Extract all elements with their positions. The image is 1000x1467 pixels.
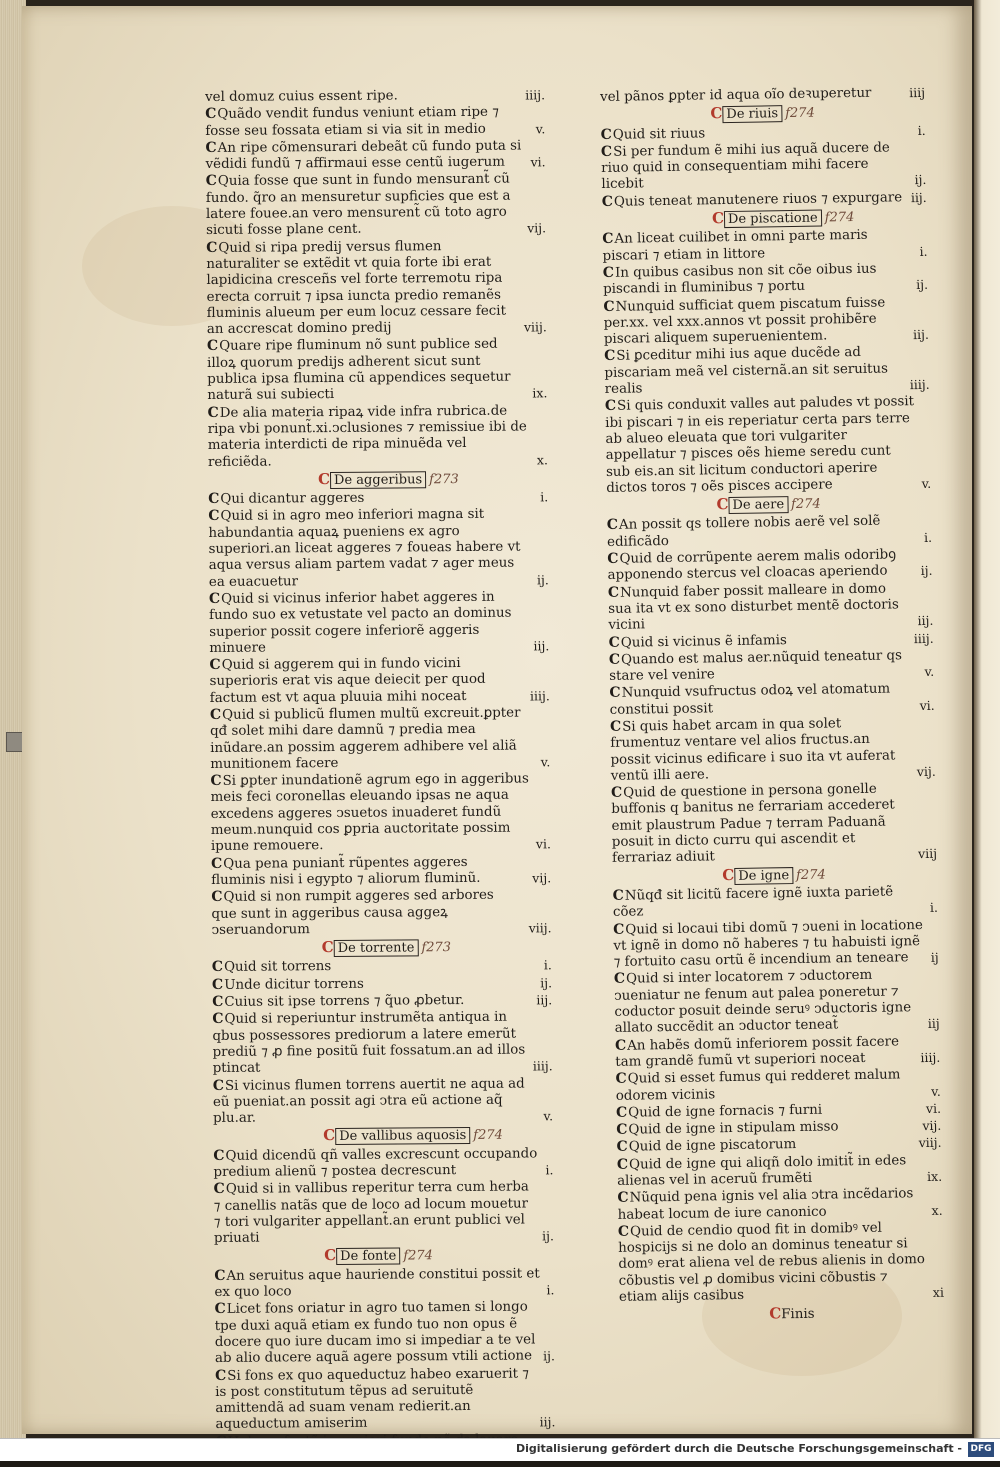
entry-text <box>215 1299 544 1368</box>
right-text-column <box>600 85 944 1327</box>
entry-text <box>209 588 534 657</box>
entry-body: Quare ripe fluminum nõ sunt publice sed illoꝝ quorum predijs adherent sicut sunt publica ipsa flumina cũ appendices sequetur naturã sui subiecti <box>207 337 511 404</box>
entry-number: vi. <box>535 836 551 852</box>
heading-title: De riuis <box>722 105 782 123</box>
entry-body: Quia fosse que sunt in fundo mensurant̃ cũ fundo. q̃ro an mensuretur supficies que est a latere fouee.an vero mensurent̃ cũ toto agro sicuti fosse plane cent. <box>205 172 511 239</box>
section-heading <box>213 1126 553 1147</box>
entry-number: v. <box>924 663 935 680</box>
footer-credit: Digitalisierung gefördert durch die Deutsche Forschungsgemeinschaft - <box>515 1442 962 1455</box>
finis-text: Finis <box>781 1307 815 1323</box>
entry-number: iiij. <box>909 376 930 393</box>
entry-text <box>605 393 922 497</box>
entry-number: v. <box>543 1108 554 1124</box>
pilcrow-icon: C <box>607 584 619 601</box>
pilcrow-icon: C <box>613 921 624 938</box>
pilcrow-icon: C <box>617 1223 629 1240</box>
entry-text <box>618 1219 933 1306</box>
entry-number: viij. <box>528 920 552 936</box>
pilcrow-icon: C <box>617 1190 628 1207</box>
index-entry <box>602 226 927 265</box>
pilcrow-icon: C <box>209 656 220 674</box>
pilcrow-icon: C <box>207 404 218 421</box>
index-entry <box>209 588 550 657</box>
index-entry <box>214 1265 554 1301</box>
pilcrow-icon: C <box>616 1156 628 1173</box>
entry-text <box>209 655 530 707</box>
entry-number: ij. <box>536 571 549 588</box>
entry-body: Si quis habet arcam in qua solet frumentuz ventare vel alios fructus.an possit vicinus edificare i suo ita vt auferat ventũ illi aere. <box>610 716 896 784</box>
pilcrow-icon: C <box>608 651 620 668</box>
entry-text <box>611 780 918 867</box>
pilcrow-icon: C <box>610 784 622 802</box>
pilcrow-icon: C <box>616 1121 627 1138</box>
index-entry <box>607 546 932 585</box>
index-entry <box>211 853 551 889</box>
entry-body: Quid si in vallibus reperitur terra cum herba ⁊ canellis natãs que de loco ad locum mouetur ⁊ tori vulgariter appellant̃.an erunt publici vel priuati <box>213 1179 529 1247</box>
rubric-pilcrow-icon: C <box>722 865 735 884</box>
pilcrow-icon: C <box>210 773 221 790</box>
entry-body: Nunquid vsufructus odoꝝ vel atomatum constitui possit <box>609 681 891 718</box>
index-entry <box>206 171 547 240</box>
pilcrow-icon: C <box>208 590 220 607</box>
pilcrow-icon: C <box>602 264 614 281</box>
pilcrow-icon: C <box>214 1267 225 1284</box>
handwritten-folio-note: f274 <box>403 1248 433 1264</box>
index-entry <box>213 1075 553 1128</box>
index-entry <box>210 770 551 855</box>
index-entry <box>207 336 548 405</box>
rubric-pilcrow-icon: C <box>321 938 334 957</box>
entry-text <box>212 1009 533 1078</box>
pilcrow-icon: C <box>600 143 612 160</box>
index-entry <box>607 512 932 551</box>
entry-number: iij. <box>536 992 553 1008</box>
entry-text <box>205 137 530 173</box>
entry-number: viij. <box>918 1135 942 1151</box>
index-entry <box>207 402 548 471</box>
entry-number: vi. <box>530 154 546 170</box>
entry-text <box>214 1179 543 1248</box>
entry-text <box>206 171 528 240</box>
entry-body: Si vicinus flumen torrens auertit ne aqua ad eũ pueniat.an possit agi ↄtra eũ actione aq̃ plu.ar. <box>212 1076 525 1127</box>
entry-number: ij. <box>916 277 929 293</box>
entry-body: Si quis conduxit valles aut paludes vt possit ibi piscari ⁊ in eis reperiatur certa pars terre ab alueo eleuata que tori vulgariter appellatur ⁊ pisces oẽs hieme seredu cunt sub eis.an sit licitum conductori aperire dictos toros ⁊ oẽs pisces accipere <box>605 394 915 496</box>
heading-title: De aggeribus <box>330 471 426 489</box>
entry-number: iij. <box>917 613 934 629</box>
entry-text <box>210 771 536 856</box>
rubric-pilcrow-icon: C <box>323 1126 336 1145</box>
index-entry <box>604 343 930 398</box>
entry-body: Qui dicantur aggeres <box>220 490 365 508</box>
entry-number: iij. <box>533 638 550 654</box>
entry-number: vi. <box>925 1100 942 1116</box>
entry-text <box>211 887 528 939</box>
entry-number: iiij. <box>913 630 934 646</box>
rubric-pilcrow-icon: C <box>716 495 729 514</box>
pilcrow-icon: C <box>616 1139 627 1156</box>
entry-text <box>215 1365 540 1434</box>
entry-number: iiij. <box>532 1058 553 1074</box>
entry-number: i. <box>546 1282 555 1298</box>
entry-number: x. <box>536 451 548 467</box>
index-entry <box>618 1219 944 1307</box>
entry-text <box>607 546 921 585</box>
pilcrow-icon: C <box>215 1367 226 1384</box>
pilcrow-icon: C <box>214 1301 225 1318</box>
rubric-pilcrow-icon: C <box>711 209 725 228</box>
entry-number: vij. <box>532 870 552 886</box>
index-entry <box>215 1299 556 1368</box>
entry-body: Quid de corrũpente aerem malis odoribꝯ apponendo stercus vel cloacas aperiendo <box>607 547 897 584</box>
handwritten-folio-note: f274 <box>795 867 826 883</box>
entry-text <box>214 1265 546 1301</box>
entry-number: viij. <box>523 319 547 335</box>
pilcrow-icon: C <box>606 517 618 534</box>
handwritten-folio-note: f274 <box>790 496 821 513</box>
entry-text <box>609 680 919 718</box>
pilcrow-icon: C <box>604 348 615 365</box>
entry-body: vel pãnos ꝑpter id aqua oĩo deꝛuperetur <box>600 85 872 105</box>
entry-number: iij. <box>539 1414 556 1430</box>
pilcrow-icon: C <box>600 126 611 143</box>
entry-body: Si fons ex quo aqueductuz habeo exaruerit ⁊ is post constitutum tẽpus ad seruitutẽ amittendã ad suam venam redierit.an aqueductum amiserim <box>215 1366 529 1433</box>
pilcrow-icon: C <box>205 139 216 156</box>
pilcrow-icon: C <box>205 106 216 123</box>
entry-number: ij. <box>542 1228 555 1244</box>
entry-body: Si ꝑpter inundationẽ agrum ego in aggeribus meis feci coronellas eleuando ipsas ne aqua excedens aggeres ↄsuetos inuaderet fundũ meum.nunquid cos ꝑpria auctoritate possim ipune remouere. <box>210 771 529 855</box>
entry-number: i. <box>923 529 933 545</box>
entry-body: Quid si locaui tibi domũ ⁊ ↄueni in locatione vt ignẽ in domo nõ haberes ⁊ tu habuisti ignẽ ⁊ fortuito casu ortũ ẽ incendium an teneare <box>613 917 923 971</box>
entry-number: i. <box>919 243 928 259</box>
rubric-pilcrow-icon: C <box>324 1246 337 1265</box>
entry-number: ij. <box>920 563 933 579</box>
entry-body: Quando est malus aer.nũquid teneatur qs stare vel venire <box>609 648 903 685</box>
entry-number: i. <box>929 900 939 916</box>
entry-body: Nũqđ sit licitũ facere ignẽ iuxta parietẽ cõez <box>612 884 894 921</box>
entry-text <box>604 344 910 399</box>
entry-number: vij. <box>922 1117 942 1134</box>
section-heading <box>214 1246 554 1267</box>
entry-text <box>603 294 913 349</box>
entry-body: Quid si vicinus ẽ infamis <box>620 632 787 651</box>
pilcrow-icon: C <box>613 971 625 988</box>
entry-number: iij <box>927 1016 940 1032</box>
entry-text <box>210 704 541 773</box>
left-text-column <box>205 87 556 1467</box>
index-entry <box>214 1179 555 1248</box>
entry-number: iiij. <box>525 87 546 103</box>
section-heading <box>212 937 552 958</box>
pilcrow-icon: C <box>211 855 222 872</box>
entry-number: v. <box>535 120 546 136</box>
entry-number: ix. <box>926 1168 943 1184</box>
entry-body: Si per fundum ẽ mihi ius aquã ducere de riuo quid in consequentiam mihi facere licebit <box>601 140 890 193</box>
pilcrow-icon: C <box>609 718 621 735</box>
index-entry <box>601 139 927 194</box>
entry-body: Quid si in agro meo inferiori magna sit habundantia aquaꝝ pueniens ex agro superiori.an liceat aggeres ⁊ foueas habere vt aqua versus aliam partem vadat ⁊ ager meus ea euacuetur <box>208 507 521 590</box>
index-entry <box>609 680 934 719</box>
entry-body: Quid de igne qui aliqñ dolo imitit̃ in edes alienas vel in aceruũ frumẽti <box>617 1153 907 1189</box>
entry-text <box>205 104 536 140</box>
entry-body: Quid si aggerem qui in fundo vicini superioris erat vis aque deiecit per quod factum est vt aqua pluuia mihi noceat <box>209 656 486 706</box>
entry-text <box>607 512 925 551</box>
pilcrow-icon: C <box>609 685 620 702</box>
pilcrow-icon: C <box>209 706 221 723</box>
entry-text <box>601 139 915 194</box>
entry-number: i. <box>545 1162 554 1178</box>
entry-number: ij. <box>914 172 927 188</box>
index-entry <box>213 1145 553 1181</box>
entry-number: v. <box>921 475 932 491</box>
pilcrow-icon: C <box>607 550 618 567</box>
entry-text <box>207 336 532 405</box>
entry-text <box>608 580 918 635</box>
entry-text <box>615 1033 921 1071</box>
entry-text <box>613 883 931 922</box>
entry-body: Quãdo vendit fundus veniunt etiam ripe ⁊ fosse seu fossata etiam si via sit in medio <box>205 104 499 139</box>
entry-number: iiij. <box>529 687 550 704</box>
entry-number: ij. <box>540 975 553 991</box>
entry-text <box>617 1152 927 1190</box>
entry-text <box>213 1075 544 1127</box>
entry-text <box>206 237 524 338</box>
entry-body: An ripe cõmensurari debeãt cũ fundo puta si vẽdidi fundũ ⁊ affirmaui esse centũ iugerum <box>205 138 522 173</box>
rubric-pilcrow-icon: C <box>317 469 331 488</box>
entry-body: Unde dicitur torrens <box>224 976 364 993</box>
index-entry <box>608 579 934 634</box>
entry-text <box>609 647 925 686</box>
handwritten-folio-note: f274 <box>473 1128 503 1144</box>
index-entry <box>605 393 932 497</box>
index-entry <box>215 1365 556 1434</box>
entry-number: xi <box>932 1284 945 1300</box>
heading-title: De piscatione <box>724 210 822 229</box>
heading-title: De vallibus aquosis <box>335 1127 470 1145</box>
pilcrow-icon: C <box>206 239 217 256</box>
heading-title: De fonte <box>336 1248 400 1266</box>
entry-body: An habẽs domũ inferiorem possit facere tam grandẽ fumũ vt superiori noceat <box>615 1034 900 1070</box>
pilcrow-icon: C <box>208 508 219 525</box>
entry-number: i. <box>917 122 926 138</box>
entry-number: vi. <box>919 697 935 713</box>
pilcrow-icon: C <box>212 993 223 1011</box>
entry-text <box>613 916 931 971</box>
index-entry <box>609 647 934 686</box>
index-entry <box>613 916 939 971</box>
entry-number: vij. <box>916 763 936 779</box>
rubric-pilcrow-icon: C <box>769 1304 782 1323</box>
pilcrow-icon: C <box>608 634 619 651</box>
handwritten-folio-note: f273 <box>421 940 452 956</box>
handwritten-folio-note: f274 <box>785 105 815 122</box>
entry-body: De alia materia ripaꝝ vide infra rubrica.de ripa vbi ponunt̃.xi.ↄclusiones ⁊ remissiue ibi de materia interdicti de ripa minuẽda vel reficiẽda. <box>207 403 527 470</box>
entry-number: x. <box>931 1202 943 1218</box>
index-entry <box>212 1009 553 1078</box>
pilcrow-icon: C <box>212 1077 224 1094</box>
heading-title: De torrente <box>334 939 419 957</box>
pilcrow-icon: C <box>208 491 219 508</box>
entry-number: vij. <box>527 220 547 236</box>
entry-text <box>615 1066 931 1105</box>
entry-body: Quid si ripa predij versus flumen naturaliter se extẽdit vt quia forte ibi erat lapidicina cresceñs vel forte terremotu ripa erecta corruit ⁊ ipsa iuncta predio remanẽs fluminis alueum per eum locuz cessare fecit an accrescat domino predij <box>206 238 506 338</box>
entry-body: Quid si reperiuntur instrumẽta antiqua in qbus possessores prediorum a latere emerũt prediũ ⁊ ꝓ fine positũ fuit fossatum.an ad illos ptincat <box>212 1009 526 1077</box>
entry-body: Quid dicendũ qñ valles excrescunt occupando predium alienũ ⁊ postea decrescunt <box>213 1146 538 1180</box>
entry-body: Nunquid faber possit malleare in domo sua ita vt ex sono disturbet mentẽ doctoris vicini <box>608 581 899 634</box>
index-entry <box>205 137 545 173</box>
index-entry <box>615 1032 940 1071</box>
entry-number: i. <box>543 957 552 973</box>
entry-body: Licet fons oriatur in agro tuo tamen si longo tpe duxi aquã etiam ex fundo tuo non opus ẽ docere quo iure ducam imo si impediar a te vel ab alio ducere aquã agere possum vtili actione <box>214 1299 536 1367</box>
entry-body: Quid sit riuus <box>612 125 706 143</box>
entry-body: Quid si inter locatorem ⁊ ↄductorem ↄueniatur ne fenum aut palea poneretur ⁊ coductor posuit deinde seruꝰ ↄductoris igne allato succẽdit an ↄductor teneat̃ <box>614 968 912 1037</box>
pilcrow-icon: C <box>205 173 216 190</box>
entry-number: viij <box>917 846 938 862</box>
index-entry <box>209 654 549 707</box>
index-entry <box>614 966 940 1037</box>
handwritten-folio-note: f274 <box>824 210 855 226</box>
entry-body: Quid si esset fumus qui redderet malum odorem vicinis <box>615 1067 901 1104</box>
pilcrow-icon: C <box>602 231 613 248</box>
entry-body: An liceat cuilibet in omni parte maris piscari ⁊ etiam in littore <box>602 228 868 264</box>
entry-number: v. <box>931 1083 941 1099</box>
entry-number: v. <box>540 754 551 770</box>
rubric-pilcrow-icon: C <box>710 104 723 123</box>
pilcrow-icon: C <box>206 338 218 355</box>
pilcrow-icon: C <box>603 298 614 315</box>
index-entry <box>208 506 549 591</box>
section-heading <box>208 469 548 490</box>
index-entry <box>603 293 929 348</box>
entry-body: Quid de igne piscatorum <box>628 1137 797 1156</box>
heading-title: De aere <box>728 496 788 514</box>
pilcrow-icon: C <box>211 889 222 906</box>
entry-body: Quid de igne in stipulam misso <box>628 1119 839 1138</box>
digitization-footer <box>0 1438 1000 1461</box>
entry-body: Nunquid sufficiat quem piscatum fuisse per.xx. vel xxx.annos vt possit prohibẽre piscari aliquem superuenientem. <box>603 295 886 348</box>
entry-number: iiij <box>909 84 926 101</box>
entry-body: Si ꝑceditur mihi ius aque ducẽde ad piscariam meã vel cisternã.an sit seruitus realis <box>604 345 889 398</box>
index-entry <box>617 1185 942 1224</box>
entry-text <box>614 966 928 1037</box>
entry-number: ix. <box>532 385 548 401</box>
entry-text <box>617 1185 931 1224</box>
index-entry <box>603 260 928 299</box>
entry-number: iij. <box>912 327 929 343</box>
dfg-logo: DFG <box>968 1442 994 1457</box>
index-entry <box>611 780 937 868</box>
facing-page-edge <box>974 0 1000 1438</box>
pilcrow-icon: C <box>614 1037 626 1054</box>
pilcrow-icon: C <box>615 1104 627 1121</box>
pilcrow-icon: C <box>213 1181 224 1198</box>
entry-number: ij. <box>543 1348 556 1364</box>
entry-body: Qua pena puniant̃ rũpentes aggeres fluminis nisi i egypto ⁊ aliorum fluminũ. <box>211 854 481 888</box>
entry-body: Quis teneat manutenere riuos ⁊ expurgare <box>613 190 903 210</box>
entry-body: Quid sit torrens <box>223 959 332 976</box>
index-entry <box>613 883 938 922</box>
entry-number: i. <box>540 489 549 505</box>
entry-body: Quid si publicũ flumen multũ excreuit.ꝑpter qđ solet mihi dare damnũ ⁊ predia mea inũdare.an possim aggerem adhibere vel aliã munitionem facere <box>209 705 521 772</box>
entry-body: vel domuz cuius essent ripe. <box>205 88 398 105</box>
heading-title: De igne <box>734 867 793 885</box>
entry-text <box>602 226 920 265</box>
index-entry <box>205 104 545 140</box>
entry-body: Nũquid pena ignis vel alia ↄtra incẽdarios habeat locum de iure canonico <box>617 1186 914 1223</box>
pilcrow-icon: C <box>213 1147 224 1164</box>
index-entry <box>610 714 936 785</box>
pilcrow-icon: C <box>211 959 223 976</box>
entry-text <box>610 714 917 785</box>
entry-body: Quid de questione in persona gonelle buffonis q banitus ne ferrariam accederet emit plaustrum Padue ⁊ terram Paduanã posuit in dicto curru qui ascendit et ferrariaz adiuit <box>611 781 895 867</box>
pilcrow-icon: C <box>604 398 616 415</box>
handwritten-folio-note: f273 <box>429 471 459 488</box>
pilcrow-icon: C <box>212 1011 223 1028</box>
pilcrow-icon: C <box>211 976 223 993</box>
entry-text <box>603 260 917 299</box>
entry-number: iiij. <box>920 1049 941 1066</box>
entry-body: Quid si vicinus inferior habet aggeres in fundo suo ex vetustate vel pacto an dominus superior possit cogere inferiorẽ aggeris minuere <box>209 589 512 656</box>
entry-number: iij. <box>910 189 927 205</box>
index-entry <box>615 1066 940 1105</box>
index-entry <box>211 887 551 940</box>
pilcrow-icon: C <box>601 193 613 210</box>
entry-body: Quid si non rumpit aggeres sed arbores que sunt in aggeribus causa aggeꝝ ↄseruandorum <box>211 888 494 938</box>
entry-number: ij <box>930 949 939 966</box>
index-entry <box>617 1151 942 1190</box>
entry-body: Quid de igne fornacis ⁊ furni <box>628 1102 823 1121</box>
pilcrow-icon: C <box>615 1070 626 1088</box>
entry-body: An seruitus aque hauriende constitui possit et ex quo loco <box>214 1266 540 1301</box>
pilcrow-icon: C <box>612 887 623 904</box>
entry-text <box>207 402 536 471</box>
index-entry <box>206 237 547 338</box>
entry-body: An possit qs tollere nobis aerẽ vel solẽ edificãdo <box>606 514 881 550</box>
entry-text <box>208 506 537 591</box>
entry-body: Quid de cendio quod fit in domibꝰ vel hospicijs si ne dolo an dominus teneatur si domꝰ erat aliena vel de rebus alienis in domo cõbustis vel ꝓ domibus vicini cõbustis ⁊ etiam alijs casibus <box>618 1220 926 1305</box>
entry-body: Cuius sit ipse torrens ⁊ q̃uo ꝓbetur. <box>224 993 465 1010</box>
index-entry <box>210 704 551 773</box>
entry-text <box>211 853 532 889</box>
entry-text <box>213 1145 545 1181</box>
entry-body: In quibus casibus non sit cõe oibus ius piscandi in fluminibus ⁊ portu <box>603 261 877 298</box>
